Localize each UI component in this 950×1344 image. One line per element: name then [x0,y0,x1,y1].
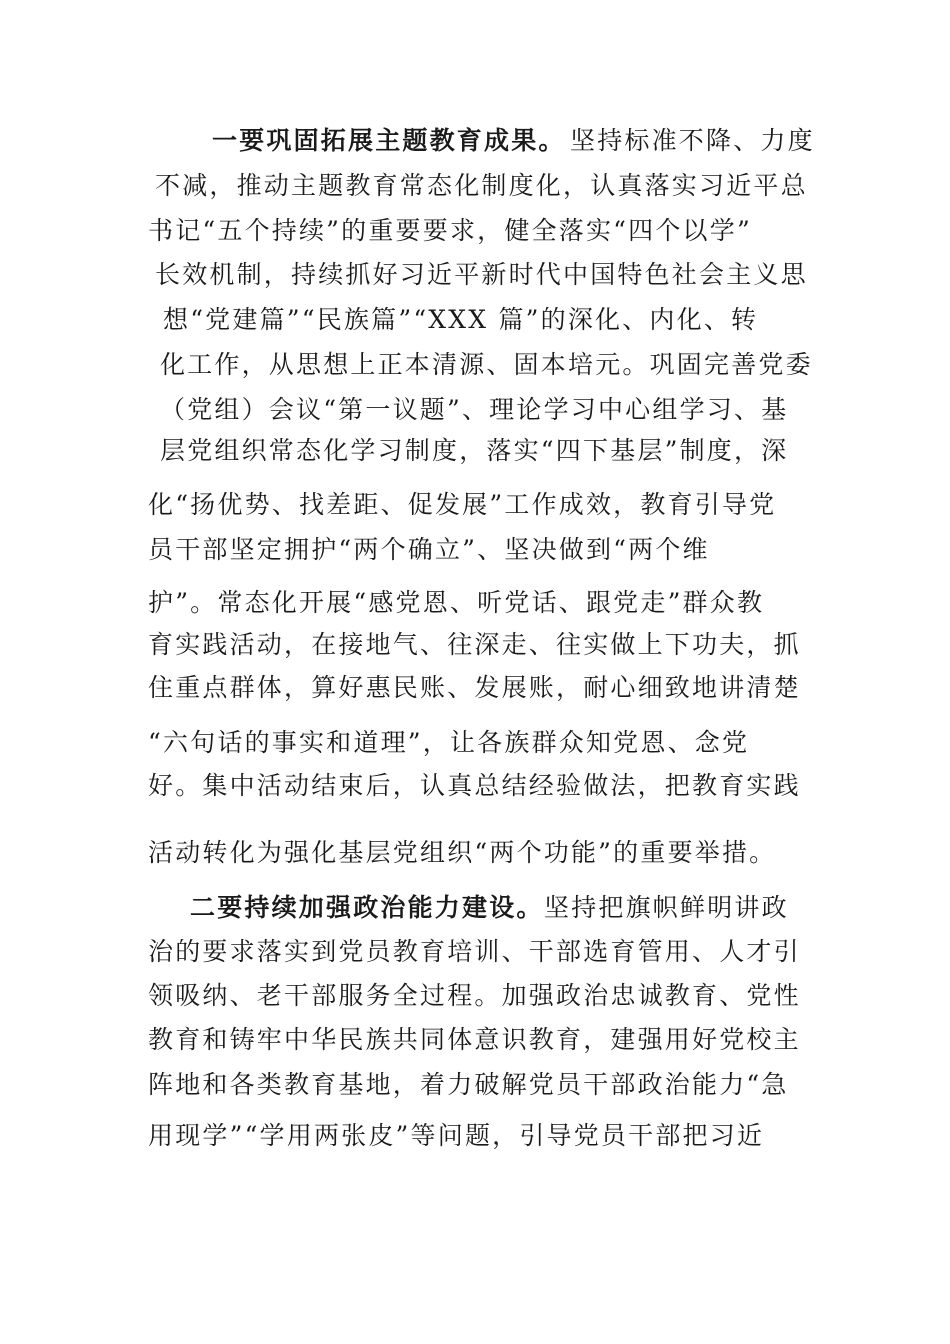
paragraph-1-line-7: （党组）会议“第一议题”、理论学习中心组学习、基 [160,395,789,424]
paragraph-2-line-6: 用现学”“学用两张皮”等问题，引导党员干部把习近 [148,1121,765,1150]
paragraph-2-line-3: 领吸纳、老干部服务全过程。加强政治忠诚教育、党性 [148,981,801,1010]
paragraph-1-line-16: 活动转化为强化基层党组织“两个功能”的重要举措。 [148,838,777,867]
paragraph-2-line-2: 治的要求落实到党员教育培训、干部选育管用、人才引 [148,937,801,966]
paragraph-1-line-8: 层党组织常态化学习制度，落实“四下基层”制度，深 [160,436,789,465]
paragraph-1-line-2: 不减，推动主题教育常态化制度化，认真落实习近平总 [155,171,808,200]
paragraph-1-line-4: 长效机制，持续抓好习近平新时代中国特色社会主义思 [155,260,808,289]
paragraph-1-line-3: 书记“五个持续”的重要要求，健全落实“四个以学” [148,216,752,245]
paragraph-2-line-1: 坚持把旗帜鲜明讲政 [544,893,789,922]
paragraph-2-line-4: 教育和铸牢中华民族共同体意识教育，建强用好党校主 [148,1025,801,1054]
paragraph-1-heading: 一要巩固拓展主题教育成果。 [212,126,566,155]
paragraph-1-line-11: 护”。常态化开展“感党恩、听党话、跟党走”群众教 [148,588,765,617]
paragraph-1-line-5: 想“党建篇”“民族篇”“XXX 篇”的深化、内化、转 [163,305,759,334]
paragraph-1-line-1: 坚持标准不降、力度 [570,126,815,155]
paragraph-2-line-5: 阵地和各类教育基地，着力破解党员干部政治能力“急 [148,1070,789,1099]
paragraph-1-line-15: 好。集中活动结束后，认真总结经验做法，把教育实践 [148,771,801,800]
paragraph-1-line-12: 育实践活动，在接地气、往深走、往实做上下功夫，抓 [148,630,801,659]
paragraph-1-line-6: 化工作，从思想上正本清源、固本培元。巩固完善党委 [160,350,813,379]
paragraph-1-line-10: 员干部坚定拥护“两个确立”、坚决做到“两个维 [148,535,710,564]
paragraph-1-line-14: “六句话的事实和道理”，让各族群众知党恩、念党 [148,728,750,757]
paragraph-2-heading: 二要持续加强政治能力建设。 [190,893,544,922]
paragraph-1-line-9: 化“扬优势、找差距、促发展”工作成效，教育引导党 [148,490,777,519]
paragraph-1-line-13: 住重点群体，算好惠民账、发展账，耐心细致地讲清楚 [148,673,801,702]
